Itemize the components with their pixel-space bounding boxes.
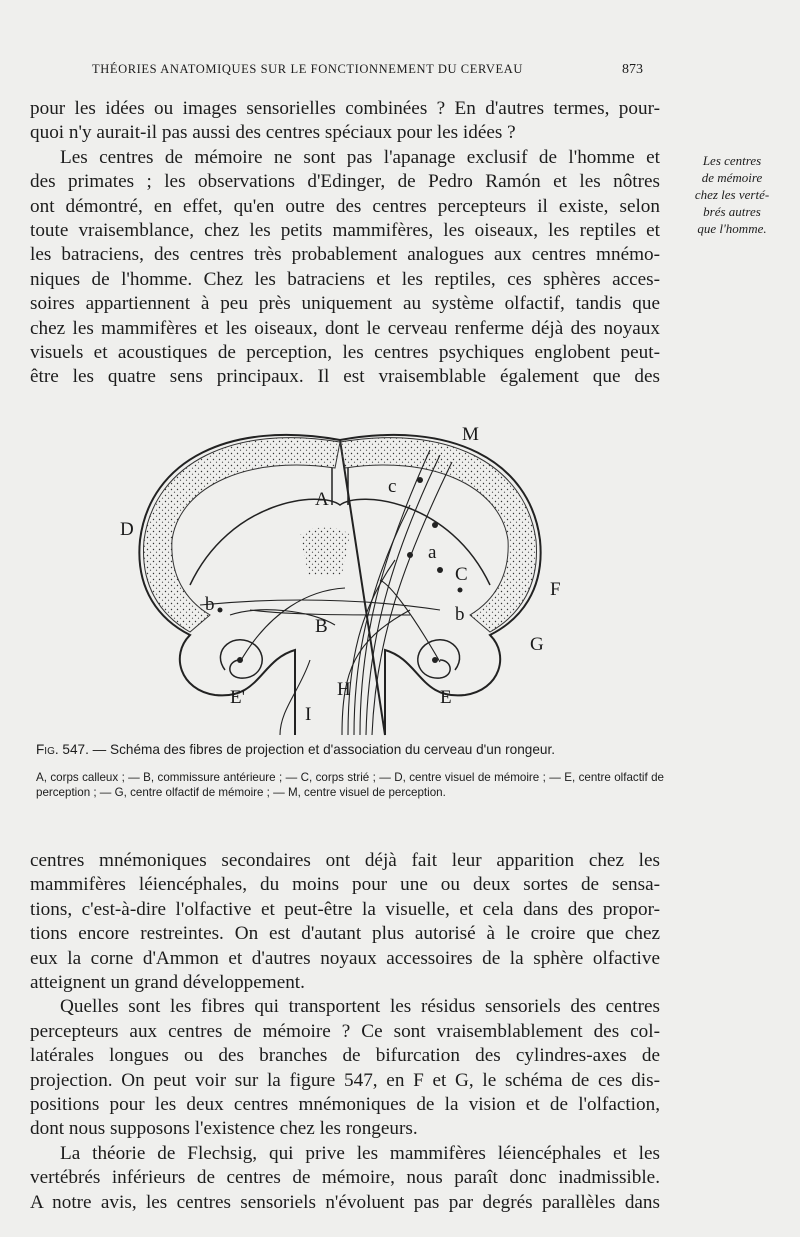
figure-caption-text: — Schéma des fibres de projection et d'association du cerveau d'un rongeur. — [92, 742, 556, 757]
label-H: H — [337, 679, 351, 700]
margin-note-line: Les centres — [702, 153, 762, 168]
text-line: ont démontré, en effet, qu'en outre des centres percepteurs il existe, selon — [30, 195, 660, 217]
text-line: des primates ; les observations d'Edinger, de Pedro Ramón et les nôtres — [30, 171, 660, 193]
figure-legend: A, corps calleux ; — B, commissure antérieure ; — C, corps strié ; — D, centre visuel de mémoire ; — E, centre olfactif de perception ; — G, centre olfactif de mémoire ; — M, centre visuel de perception. — [36, 771, 664, 799]
text-line: eux la corne d'Ammon et d'autres noyaux accessoires de la sphère olfactive — [30, 947, 660, 969]
figure-number: Fig. 547. — [36, 742, 89, 757]
paragraph — [30, 146, 660, 390]
label-b-right: b — [455, 604, 465, 625]
text-line: positions pour les deux centres mnémoniques de la vision et de l'olfaction, — [30, 1094, 660, 1116]
margin-note-line: que l'homme. — [697, 221, 767, 236]
striatum — [300, 528, 350, 576]
text-line: quoi n'y aurait-il pas aussi des centres spéciaux pour les idées ? — [30, 122, 516, 144]
label-A: A — [315, 489, 329, 510]
paragraph — [30, 97, 660, 146]
text-line: toute vraisemblance, chez les petits mammifères, les oiseaux, les reptiles et — [30, 220, 660, 242]
margin-note-line: de mémoire — [701, 170, 763, 185]
label-b-left: b — [205, 594, 215, 615]
label-F: F — [550, 579, 561, 600]
text-line: les batraciens, des centres très probablement analogues aux centres mnémo- — [30, 244, 660, 266]
brain-diagram-figure — [110, 410, 570, 740]
text-line: projection. On peut voir sur la figure 547, en F et G, le schéma de ces dis- — [30, 1069, 660, 1091]
text-line: dont nous supposons l'existence chez les rongeurs. — [30, 1118, 418, 1140]
text-line: A notre avis, les centres sensoriels n'évoluent pas par degrés parallèles dans — [30, 1191, 660, 1213]
text-line: centres mnémoniques secondaires ont déjà fait leur apparition chez les — [30, 850, 660, 871]
margin-note-line: brés autres — [703, 204, 761, 219]
paragraph — [30, 1142, 660, 1215]
paragraph — [30, 849, 660, 995]
label-E-prime: E' — [230, 687, 246, 708]
label-M: M — [462, 424, 479, 445]
text-block-top — [30, 97, 660, 390]
label-D: D — [120, 519, 134, 540]
text-line: soires appartiennent à peu près uniquement au système olfactif, tandis que — [30, 293, 660, 315]
text-line: Les centres de mémoire ne sont pas l'apanage exclusif de l'homme et — [60, 146, 660, 168]
cortex-band — [340, 438, 537, 632]
margin-note-line: chez les verté- — [694, 187, 770, 202]
label-I: I — [305, 704, 312, 725]
text-line: atteignent un grand développement. — [30, 972, 305, 994]
text-line: vertébrés inférieurs de centres de mémoire, nous paraît donc inadmissible. — [30, 1167, 660, 1189]
text-line: latérales longues ou des branches de bifurcation des cylindres-axes de — [30, 1045, 660, 1067]
label-c: c — [388, 476, 397, 497]
text-line: mammifères léiencéphales, du moins pour une ou deux sortes de sensa- — [30, 874, 660, 896]
label-a: a — [428, 542, 437, 563]
label-C: C — [455, 564, 468, 585]
margin-note — [678, 152, 786, 237]
text-line: percepteurs aux centres de mémoire ? Ce sont vraisemblablement des col- — [30, 1020, 660, 1042]
page-number: 873 — [622, 62, 643, 77]
text-line: Quelles sont les fibres qui transportent les résidus sensoriels des centres — [60, 996, 660, 1018]
text-line: chez les mammifères et les oiseaux, dont le cerveau renferme déjà des noyaux — [30, 317, 660, 339]
text-line: tions encore restreintes. On est d'autant plus autorisé à le croire que chez — [30, 923, 660, 945]
label-B: B — [315, 616, 328, 637]
text-line: tions, c'est-à-dire l'olfactive et peut-être la visuelle, et cela dans des propor- — [30, 898, 660, 920]
brain-diagram — [110, 410, 570, 740]
text-line: être les quatre sens principaux. Il est vraisemblable également que des — [30, 366, 660, 388]
text-line: pour les idées ou images sensorielles combinées ? En d'autres termes, pour- — [30, 98, 660, 119]
figure-caption — [36, 742, 666, 757]
text-line: niques de l'homme. Chez les batraciens et les reptiles, ces sphères acces- — [30, 268, 660, 290]
text-block-bottom — [30, 849, 660, 1215]
label-G: G — [530, 634, 544, 655]
text-line: La théorie de Flechsig, qui prive les mammifères léiencéphales et les — [60, 1142, 660, 1164]
running-head: THÉORIES ANATOMIQUES SUR LE FONCTIONNEMENT DU CERVEAU — [92, 62, 524, 76]
label-E: E — [440, 687, 452, 708]
paragraph — [30, 995, 660, 1141]
text-line: visuels et acoustiques de perception, les centres psychiques englobent peut- — [30, 342, 660, 364]
